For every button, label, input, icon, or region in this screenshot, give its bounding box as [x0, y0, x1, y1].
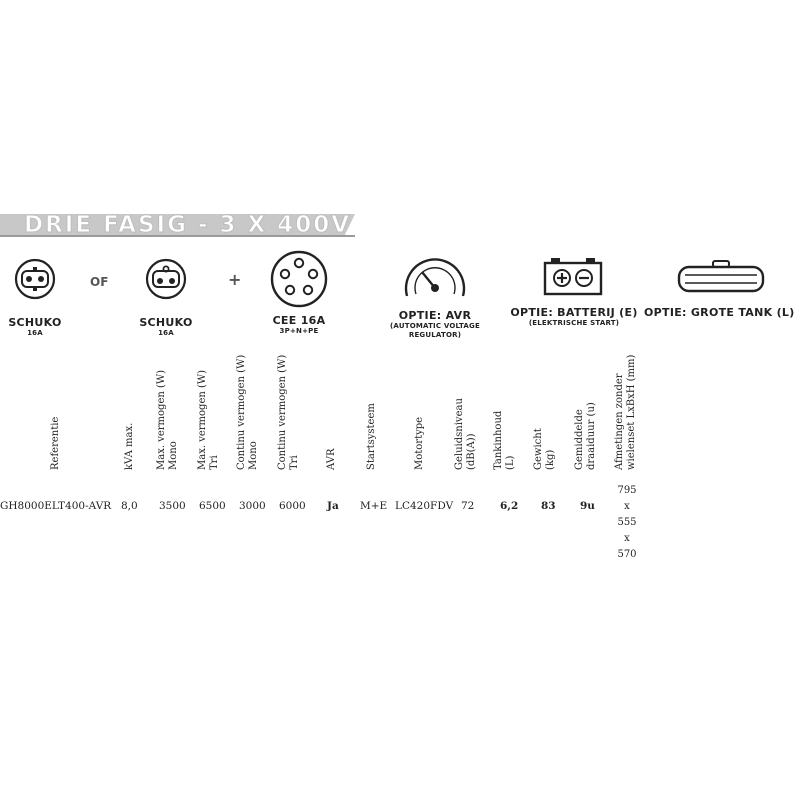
header-avr: AVR [326, 448, 337, 470]
tank-label: OPTIE: GROTE TANK (L) [644, 306, 795, 319]
header-cont-tri: Continu vermogen (W) Tri [277, 354, 300, 470]
header-tankinhoud: Tankinhoud (L) [493, 410, 516, 470]
cell-avr: Ja [327, 500, 339, 512]
cell-afm-x-2: x [624, 533, 630, 544]
section-banner [0, 214, 355, 236]
header-max-mono: Max. vermogen (W) Mono [156, 369, 179, 470]
cell-motortype: LC420FDV [395, 500, 454, 512]
header-gewicht: Gewicht (kg) [533, 428, 556, 470]
cell-max-tri: 6500 [199, 500, 226, 512]
or-separator: OF [90, 275, 109, 289]
cell-tankinhoud: 6,2 [500, 500, 519, 512]
cell-max-mono: 3500 [159, 500, 186, 512]
header-startsysteem: Startsysteem [366, 403, 377, 470]
plus-separator: + [228, 270, 242, 289]
cell-afm-breedte: 555 [617, 517, 637, 528]
header-referentie: Referentie [50, 416, 61, 470]
cee-label: CEE 16A [272, 314, 326, 327]
header-kva: kVA max. [124, 422, 135, 470]
fuel-tank-icon [675, 259, 767, 295]
cell-referentie: GH8000ELT400-AVR [0, 500, 112, 512]
header-cont-mono: Continu vermogen (W) Mono [236, 354, 259, 470]
battery-icon [543, 256, 603, 296]
avr-sub-1: (AUTOMATIC VOLTAGE [390, 322, 480, 330]
schuko-sub-1: 16A [27, 329, 43, 337]
schuko-sub-2: 16A [158, 329, 174, 337]
schuko-label-1: SCHUKO [8, 316, 62, 329]
battery-label: OPTIE: BATTERIJ (E) [510, 306, 638, 319]
header-max-tri: Max. vermogen (W) Tri [197, 369, 220, 470]
cell-cont-mono: 3000 [239, 500, 266, 512]
header-geluidsniveau: Geluidsniveau (dB(A)) [454, 398, 477, 470]
cell-geluidsniveau: 72 [461, 500, 475, 512]
cell-kva: 8,0 [121, 500, 138, 512]
header-afmetingen: Afmetingen zonder wielenset LxBxH (mm) [614, 354, 637, 470]
header-draaiduur: Gemiddelde draaiduur (u) [574, 402, 597, 470]
schuko-label-2: SCHUKO [139, 316, 193, 329]
avr-sub-2: REGULATOR) [408, 331, 462, 339]
cell-draaiduur: 9u [580, 500, 595, 512]
cell-startsysteem: M+E [360, 500, 388, 512]
cee-sub: 3P+N+PE [279, 327, 319, 335]
cell-gewicht: 83 [541, 500, 556, 512]
schuko-pin-socket-icon [145, 258, 187, 300]
cell-cont-tri: 6000 [279, 500, 306, 512]
battery-sub: (ELEKTRISCHE START) [528, 319, 620, 327]
banner-title: DRIE FASIG - 3 X 400V [24, 212, 352, 238]
cell-afm-lengte: 795 [617, 485, 637, 496]
cee-socket-icon [270, 250, 328, 308]
cell-afm-x-1: x [624, 501, 630, 512]
cell-afm-hoogte: 570 [617, 549, 637, 560]
schuko-socket-icon [14, 258, 56, 300]
avr-gauge-icon [402, 250, 468, 300]
avr-label: OPTIE: AVR [398, 309, 472, 322]
header-motortype: Motortype [414, 416, 425, 470]
